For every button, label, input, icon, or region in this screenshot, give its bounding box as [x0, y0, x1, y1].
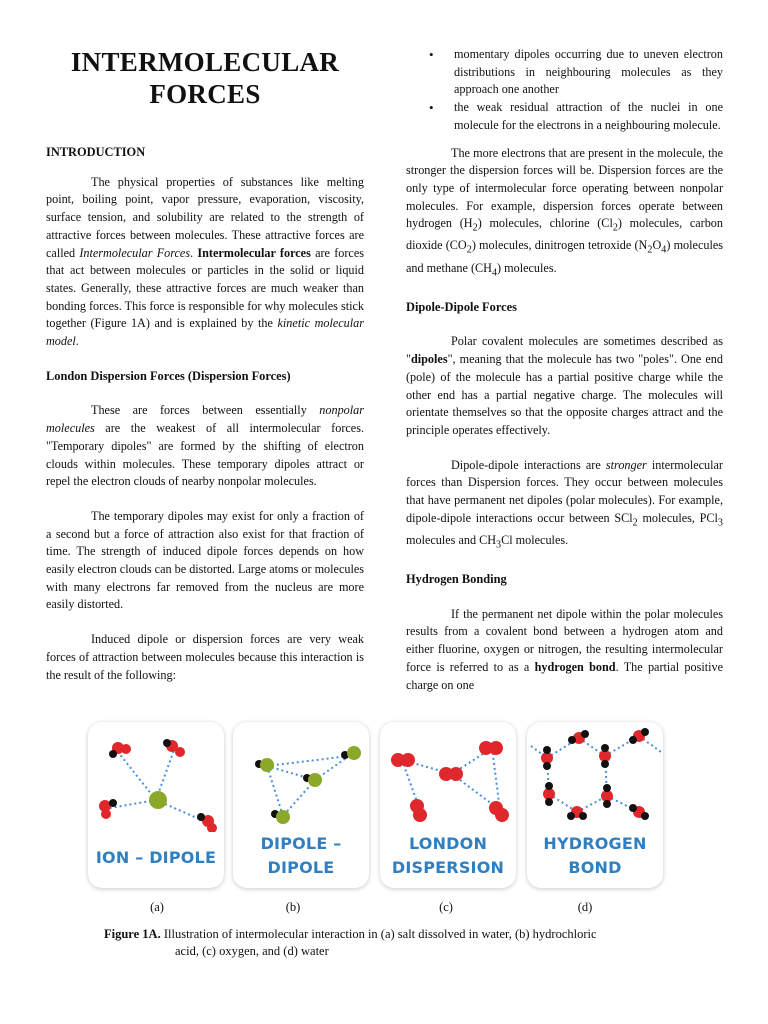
ion-dipole-illustration — [88, 722, 224, 832]
left-column — [46, 0, 364, 684]
panel-label: LONDON — [408, 834, 488, 853]
subfigure-label-d: (d) — [577, 900, 593, 914]
subfigure-label-c: (c) — [439, 900, 453, 914]
panel-label: HYDROGEN — [543, 834, 647, 853]
hbond-paragraph: If the permanent net dipole within the polar molecules results from a covalent bond between a hydrogen atom and either fluorine, oxygen or nitrogen, the resulting intermolecular force is referred to as a hydrogen bond. The partial positive charge on one — [406, 606, 723, 692]
dipole-dipole-illustration — [233, 722, 369, 832]
panel-dipole-dipole — [233, 722, 369, 888]
water-molecule — [163, 739, 185, 757]
dispersion-paragraph: The more electrons that are present in the molecule, the stronger the dispersion forces will be. Dispersion forces are the only type of intermolecular force operating between nonpolar molecules. For example, dispersion forces operate between hydrogen $(H_2)$ molecules, chlorine $(Cl_2)$ molecules, carbon dioxide $(CO_2)$ molecules, dinitrogen tetroxide $(N_2O_4)$ molecules and methane $(CH_4)$ molecules. — [406, 145, 723, 279]
london-dispersion-illustration — [380, 722, 516, 832]
intro-paragraph: The physical properties of substances like melting point, boiling point, vapor pressure, evaporation, viscosity, surface tension, and solubility are related to the strength of attractive forces between molecules. These attractive forces are called Intermolecular Forces. Intermolecular forces are forces that act between molecules or particles in the solid or liquid states. Generally, these attractive forces are much weaker than bonding forces. This force is responsible for why molecules stick together (Figure 1A) and is explained by the kinetic molecular model. — [46, 174, 364, 349]
list-item: • the weak residual attraction of the nuclei in one molecule for the electrons in a neighbouring molecule. — [406, 99, 723, 134]
intro-heading: INTRODUCTION — [46, 145, 146, 159]
bullet-list — [406, 46, 723, 135]
panel-label: BOND — [568, 858, 622, 877]
panel-label: ION – DIPOLE — [95, 848, 217, 867]
right-column — [406, 46, 723, 694]
london-heading: London Dispersion Forces (Dispersion Forces) — [46, 368, 291, 383]
water-molecule — [197, 813, 217, 832]
water-molecule — [99, 799, 117, 819]
dipole-paragraph-2: Dipole-dipole interactions are stronger intermolecular forces than Dispersion forces. They occur between molecules that have permanent net dipoles (polar molecules). For example, dipole-dipole interactions occur between SCl$_2$ molecules, PCl$_3$ molecules and $CH_3Cl$ molecules. — [406, 457, 723, 551]
figure-1a — [84, 722, 664, 892]
panel-label: DIPOLE – — [260, 834, 342, 853]
page-title: INTERMOLECULAR FORCES — [70, 47, 340, 109]
ion-atom — [149, 791, 167, 809]
subfigure-label-b: (b) — [285, 900, 301, 914]
london-paragraph-3: Induced dipole or dispersion forces are very weak forces of attraction between molecules because this interaction is the result of the following: — [46, 632, 364, 682]
dipole-paragraph-1: Polar covalent molecules are sometimes described as "dipoles", meaning that the molecule has two "poles". One end (pole) of the molecule has a partial positive charge while the other end has a partial negative charge. The molecules will orientate themselves so that the opposite charges attract and the principle operates effectively. — [406, 334, 723, 437]
water-molecule — [109, 742, 131, 758]
panel-ion-dipole — [88, 722, 224, 888]
dipole-heading: Dipole-Dipole Forces — [406, 299, 517, 314]
hydrogen-bond-illustration — [527, 722, 663, 832]
figure-caption: Figure 1A. Illustration of intermolecular interaction in (a) salt dissolved in water, (b) hydrochloric acid, (c) oxygen, and (d) water — [104, 927, 597, 958]
hbond-heading: Hydrogen Bonding — [406, 572, 507, 587]
panel-hydrogen-bond — [527, 722, 663, 888]
london-paragraph-2: The temporary dipoles may exist for only a fraction of a second but a force of attraction also exist for that fraction of time. The strength of induced dipole forces depends on how easily electron clouds can be distorted. Large atoms or molecules with many electrons far removed from the nucleus are more easily distorted. — [46, 508, 364, 612]
panel-label: DIPOLE — [267, 858, 335, 877]
panel-london-dispersion — [380, 722, 516, 888]
list-item: • momentary dipoles occurring due to uneven electron distributions in neighbouring molecules as they approach one another — [406, 46, 723, 99]
panel-label: DISPERSION — [391, 858, 505, 877]
subfigure-label-a: (a) — [150, 900, 164, 914]
london-paragraph-1: These are forces between essentially nonpolar molecules are the weakest of all intermolecular forces. "Temporary dipoles" are formed by the shifting of electron clouds within molecules. These temporary dipoles attract or repel the electron clouds of nearby nonpolar molecules. — [46, 403, 364, 489]
